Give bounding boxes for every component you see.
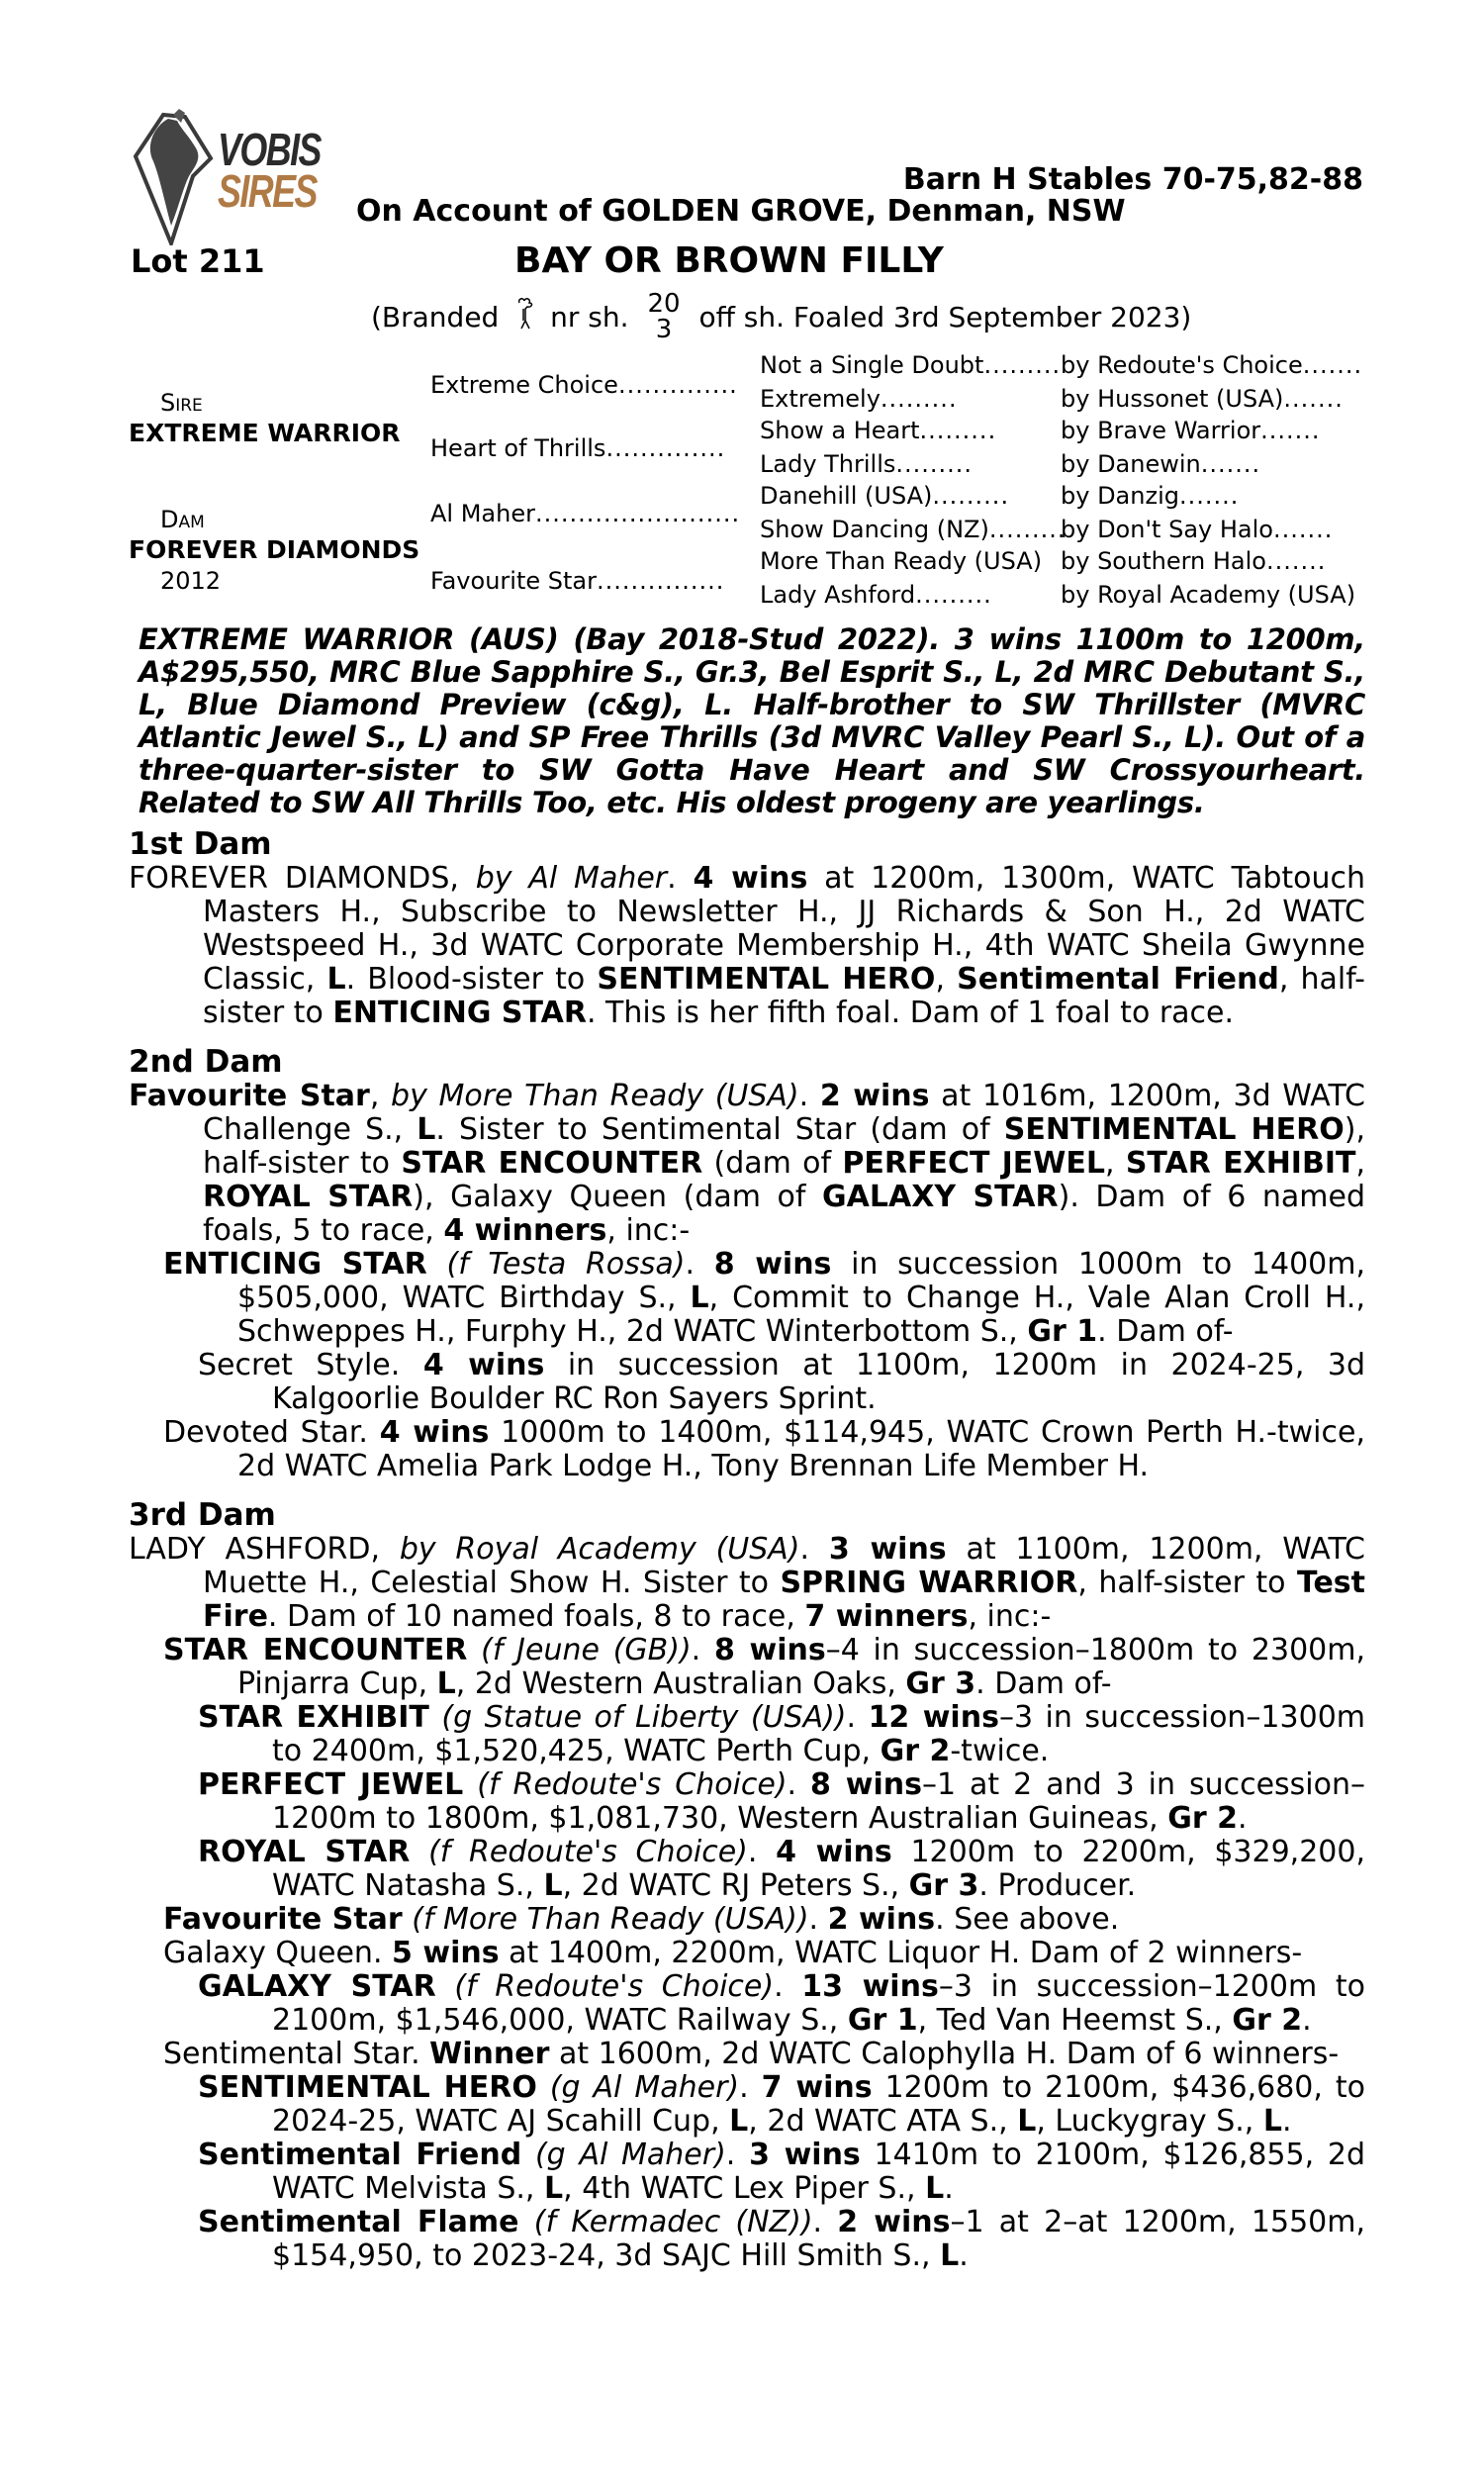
- text: –3 in succession–1300m to 2400m, $1,520,425, WATC Perth Cup,: [272, 1700, 1366, 1768]
- great-grandparent-name: Not a Single Doubt: [760, 351, 984, 379]
- text: Secret Style.: [198, 1348, 423, 1382]
- text: , Ted Van Heemst S.,: [917, 2003, 1233, 2038]
- bold-text: ROYAL STAR: [198, 1835, 411, 1869]
- great-grandparent-sire: by Danewin.......: [1061, 450, 1261, 478]
- bold-text: GALAXY STAR: [822, 1180, 1059, 1214]
- text: –3 in succession–1200m to 2100m, $1,546,000, WATC Railway S.,: [272, 1969, 1365, 2038]
- third-dam-body: [129, 1533, 1365, 2273]
- granddam-sire-side: Heart of Thrills..............: [430, 434, 726, 462]
- branded-suffix: off sh. Foaled 3rd September 2023): [698, 301, 1192, 333]
- italic-text: (f Kermadec (NZ)): [533, 2205, 813, 2239]
- bold-text: 7 winners: [804, 1599, 969, 1634]
- bold-text: 5 wins: [392, 1936, 500, 1970]
- text: Galaxy Queen.: [163, 1936, 393, 1970]
- text: .: [667, 861, 694, 896]
- bold-text: SENTIMENTAL HERO: [198, 2070, 537, 2105]
- text: , 2d Western Australian Oaks,: [455, 1666, 906, 1701]
- produce-record: [129, 2139, 1365, 2206]
- great-grandparent: Lady Ashford.........: [760, 581, 992, 609]
- bold-text: L: [925, 2171, 945, 2206]
- bold-text: Gr 1: [847, 2003, 918, 2038]
- text: 1000m to 1400m, $114,945, WATC Crown Perth H.-twice, 2d WATC Amelia Park Lodge H., Tony Brennan Life Member H.: [237, 1415, 1366, 1483]
- great-grandparent: Lady Thrills.........: [760, 450, 974, 478]
- text: . Dam of 10 named foals, 8 to race,: [267, 1599, 805, 1634]
- great-grandparent-name: Lady Ashford: [760, 581, 916, 609]
- italic-text: (g Statue of Liberty (USA)): [441, 1700, 847, 1735]
- text: .: [691, 1633, 714, 1667]
- bold-text: PERFECT JEWEL: [842, 1146, 1105, 1181]
- bold-text: 2 wins: [837, 2205, 951, 2239]
- bold-text: L: [417, 1112, 436, 1147]
- text: .: [944, 2171, 954, 2206]
- text: .: [1302, 2003, 1312, 2038]
- produce-record: [129, 1836, 1365, 1903]
- produce-record: [129, 1768, 1365, 1836]
- italic-text: by Al Maher: [475, 861, 668, 896]
- bold-text: SPRING WARRIOR: [780, 1566, 1078, 1600]
- italic-text: (f Testa Rossa): [446, 1247, 686, 1282]
- text: 1410m to 2100m, $126,855, 2d WATC Melvista S.,: [272, 2138, 1365, 2206]
- great-grandparent: Danehill (USA).........: [760, 482, 1010, 510]
- dam-year: 2012: [160, 567, 222, 595]
- bold-text: STAR EXHIBIT: [1125, 1146, 1356, 1181]
- bold-text: 3 wins: [749, 2138, 861, 2172]
- italic-text: (f Jeune (GB)): [481, 1633, 692, 1667]
- bold-text: L: [690, 1281, 709, 1315]
- bold-text: Winner: [429, 2037, 550, 2071]
- text: –4 in succession–1800m to 2300m, Pinjarra Cup,: [237, 1633, 1365, 1701]
- branded-near-shoulder: nr sh.: [550, 301, 629, 333]
- text: [521, 2138, 535, 2172]
- bold-text: 4 wins: [693, 861, 808, 896]
- text: at 1016m, 1200m, 3d WATC Challenge S.,: [203, 1079, 1366, 1147]
- produce-record: [129, 1701, 1365, 1768]
- italic-text: by Royal Academy (USA): [399, 1532, 800, 1567]
- text: LADY ASHFORD,: [129, 1532, 400, 1567]
- text: ,: [935, 962, 958, 997]
- bold-text: Favourite Star: [163, 1902, 403, 1937]
- great-grandparent-sire: by Brave Warrior.......: [1061, 417, 1321, 444]
- great-grandparent-sire-name: by Southern Halo: [1061, 547, 1266, 575]
- bold-text: GALAXY STAR: [198, 1969, 436, 2004]
- text: [427, 1247, 447, 1282]
- text: in succession at 1100m, 1200m in 2024-25, 3d Kalgoorlie Boulder RC Ron Sayers Sprint.: [272, 1348, 1365, 1416]
- text: –1 at 2 and 3 in succession–1200m to 1800m, $1,081,730, Western Australian Guineas,: [272, 1767, 1365, 1836]
- great-grandparent-name: Danehill (USA): [760, 482, 933, 510]
- great-grandparent-sire: by Southern Halo.......: [1061, 547, 1327, 575]
- text: .: [787, 1767, 811, 1802]
- italic-text: (g Al Maher): [534, 2138, 726, 2172]
- great-grandparent-sire: by Hussonet (USA).......: [1061, 385, 1344, 413]
- text: FOREVER DIAMONDS,: [129, 861, 476, 896]
- granddam-dam-side: Favourite Star...............: [430, 567, 725, 595]
- bold-text: 3 wins: [828, 1532, 947, 1567]
- brand-mark-icon: [511, 297, 537, 331]
- second-dam-section: [129, 1044, 1365, 1483]
- text: at 1100m, 1200m, WATC Muette H., Celestial Show H. Sister to: [203, 1532, 1365, 1600]
- text: .: [774, 1969, 802, 2004]
- text: . Dam of-: [1097, 1314, 1234, 1349]
- italic-text: (f Redoute's Choice): [477, 1767, 788, 1802]
- great-grandparent-name: Show Dancing (NZ): [760, 516, 989, 543]
- text: Devoted Star.: [163, 1415, 380, 1450]
- bold-text: Sentimental Flame: [198, 2205, 519, 2239]
- great-grandparent: Show a Heart.........: [760, 417, 997, 444]
- text: (dam of: [702, 1146, 843, 1181]
- text: .: [808, 1902, 828, 1937]
- italic-text: (g Al Maher): [549, 2070, 740, 2105]
- bold-text: 2 wins: [819, 1079, 930, 1113]
- text: Sentimental Star.: [163, 2037, 430, 2071]
- bold-text: 4 wins: [776, 1835, 892, 1869]
- great-grandparent-sire: by Redoute's Choice.......: [1061, 351, 1363, 379]
- great-grandparent: Extremely.........: [760, 385, 958, 413]
- bold-text: L: [326, 962, 346, 997]
- first-dam-paragraph: [129, 862, 1365, 1030]
- text: . See above.: [935, 1902, 1120, 1937]
- bold-text: Test Fire: [203, 1566, 1366, 1634]
- second-dam-heading: 2nd Dam: [129, 1044, 283, 1080]
- text: at 1400m, 2200m, WATC Liquor H. Dam of 2 winners-: [499, 1936, 1303, 1970]
- text: .: [799, 1532, 829, 1567]
- brand-number-bottom: 3: [655, 315, 673, 344]
- lot-number: Lot 211: [131, 242, 265, 280]
- sire-label: Sire: [160, 389, 203, 417]
- produce-record: [129, 2071, 1365, 2139]
- great-grandparent-sire: by Danzig.......: [1061, 482, 1240, 510]
- bold-text: Gr 3: [905, 1666, 976, 1701]
- branded-prefix: (Branded: [371, 301, 500, 333]
- bold-text: 2 wins: [827, 1902, 936, 1937]
- text: , 2d WATC ATA S.,: [748, 2104, 1018, 2139]
- grandsire: Extreme Choice..............: [430, 371, 738, 399]
- produce-record: [129, 2206, 1365, 2273]
- bold-text: 12 wins: [868, 1700, 999, 1735]
- bold-text: Sentimental Friend: [957, 962, 1279, 997]
- text: at 1200m, 1300m, WATC Tabtouch Masters H., Subscribe to Newsletter H., JJ Richards & Son H., 2d WATC Westspeed H., 3d WATC Corporate Membership H., 4th WATC Sheila Gwynne Classic,: [203, 861, 1366, 997]
- bold-text: Gr 1: [1027, 1314, 1098, 1349]
- bold-text: 7 wins: [761, 2070, 873, 2105]
- bold-text: 4 wins: [379, 1415, 490, 1450]
- text: [519, 2205, 534, 2239]
- text: , 4th WATC Lex Piper S.,: [563, 2171, 926, 2206]
- great-grandparent-name: Show a Heart: [760, 417, 920, 444]
- brand-number: [647, 291, 680, 342]
- text: .: [798, 1079, 820, 1113]
- great-grandparent-sire-name: by Danzig: [1061, 482, 1179, 510]
- text: . Blood-sister to: [345, 962, 598, 997]
- great-grandparent: [760, 547, 1042, 575]
- bold-text: ROYAL STAR: [203, 1180, 414, 1214]
- text: ). Dam of 6 named foals, 5 to race,: [203, 1180, 1365, 1248]
- text: , Commit to Change H., Vale Alan Croll H., Schweppes H., Furphy H., 2d WATC Winterbottom S.,: [237, 1281, 1365, 1349]
- great-grandparent-sire: by Don't Say Halo.......: [1061, 516, 1334, 543]
- italic-text: by More Than Ready (USA): [391, 1079, 799, 1113]
- text: 1200m to 2100m, $436,680, to 2024-25, WATC AJ Scahill Cup,: [272, 2070, 1366, 2139]
- third-dam-section: [129, 1497, 1365, 2273]
- great-grandparent-sire: [1061, 581, 1355, 609]
- text: , 2d WATC RJ Peters S.,: [562, 1868, 909, 1903]
- brand-and-foaling-info: [371, 289, 1192, 344]
- great-grandparent-name: Extremely: [760, 385, 881, 413]
- bold-text: 4 winners: [443, 1213, 607, 1248]
- great-grandparent: Not a Single Doubt.........: [760, 351, 1062, 379]
- pedigree-table: [129, 351, 1365, 618]
- jockey-horse-logo-icon: [124, 107, 218, 245]
- text: . Sister to Sentimental Star (dam of: [435, 1112, 1004, 1147]
- produce-record: [129, 1080, 1365, 1248]
- bold-text: STAR ENCOUNTER: [163, 1633, 468, 1667]
- bold-text: 8 wins: [713, 1633, 826, 1667]
- text: . Producer.: [978, 1868, 1137, 1903]
- bold-text: PERFECT JEWEL: [198, 1767, 464, 1802]
- bold-text: L: [940, 2238, 960, 2273]
- text: -twice.: [950, 1734, 1050, 1768]
- bold-text: Gr 2: [880, 1734, 951, 1768]
- produce-record: [129, 2038, 1365, 2071]
- produce-record: [129, 1937, 1365, 1970]
- produce-record: [129, 1970, 1365, 2038]
- vobis-sires-logo: [124, 107, 322, 245]
- text: [436, 1969, 455, 2004]
- italic-text: (f Redoute's Choice): [454, 1969, 775, 2004]
- bold-text: STAR EXHIBIT: [198, 1700, 429, 1735]
- text: –1 at 2–at 1200m, 1550m, $154,950, to 2023-24, 3d SAJC Hill Smith S.,: [272, 2205, 1365, 2273]
- text: . Dam of-: [975, 1666, 1112, 1701]
- first-dam-heading: 1st Dam: [129, 826, 272, 862]
- italic-text: (f More Than Ready (USA)): [412, 1902, 809, 1937]
- first-dam-section: [129, 826, 1365, 1030]
- text: ), half-sister to: [203, 1112, 1365, 1181]
- text: , half-sister to: [203, 962, 1366, 1030]
- text: ,: [369, 1079, 392, 1113]
- brand-number-top: 20: [647, 289, 681, 319]
- text: .: [725, 2138, 750, 2172]
- text: . This is her fifth foal. Dam of 1 foal to race.: [586, 996, 1235, 1030]
- great-grandparent-sire-name: by Danewin: [1061, 450, 1201, 478]
- text: ), Galaxy Queen (dam of: [413, 1180, 823, 1214]
- produce-record: [129, 1349, 1365, 1416]
- text: .: [812, 2205, 838, 2239]
- second-dam-body: [129, 1080, 1365, 1483]
- text: , inc:-: [606, 1213, 691, 1248]
- bold-text: 8 wins: [713, 1247, 832, 1282]
- great-grandparent: Show Dancing (NZ).........: [760, 516, 1067, 543]
- bold-text: Sentimental Friend: [198, 2138, 522, 2172]
- bold-text: 13 wins: [801, 1969, 939, 2004]
- bold-text: SENTIMENTAL HERO: [1003, 1112, 1345, 1147]
- text: .: [846, 1700, 869, 1735]
- bold-text: Gr 2: [1167, 1801, 1238, 1836]
- text: .: [747, 1835, 777, 1869]
- produce-record: [129, 1634, 1365, 1701]
- bold-text: 8 wins: [810, 1767, 922, 1802]
- horse-title: BAY OR BROWN FILLY: [514, 240, 944, 281]
- text: [467, 1633, 481, 1667]
- dam-name: FOREVER DIAMONDS: [129, 535, 420, 564]
- dam-sire: Al Maher........................: [430, 500, 741, 527]
- produce-record: [129, 1248, 1365, 1349]
- bold-text: L: [543, 1868, 563, 1903]
- text: .: [739, 2070, 762, 2105]
- sire-description: EXTREME WARRIOR (AUS) (Bay 2018-Stud 2022). 3 wins 1100m to 1200m, A$295,550, MRC Blue Sapphire S., Gr.3, Bel Esprit S., L, 2d MRC Debutant S., L, Blue Diamond Preview (c&g), L. Half-brother to SW Thrillster (MVRC Atlantic Jewel S., L) and SP Free Thrills (3d MVRC Valley Pearl S., L). Out of a three-quarter-sister to SW Gotta Have Heart and SW Crossyourheart. Related to SW All Thrills Too, etc. His oldest progeny are yearlings.: [139, 622, 1365, 819]
- italic-text: (f Redoute's Choice): [428, 1835, 748, 1869]
- third-dam-heading: 3rd Dam: [129, 1497, 276, 1533]
- text: .: [1281, 2104, 1292, 2139]
- text: , inc:-: [968, 1599, 1052, 1634]
- bold-text: 4 wins: [422, 1348, 545, 1382]
- great-grandparent-sire-name: by Don't Say Halo: [1061, 516, 1273, 543]
- text: ,: [1104, 1146, 1126, 1181]
- great-grandparent-sire-name: by Brave Warrior: [1061, 417, 1261, 444]
- dam-label: Dam: [160, 506, 205, 533]
- text: 1200m to 2200m, $329,200, WATC Natasha S.,: [272, 1835, 1366, 1903]
- sire-name: EXTREME WARRIOR: [129, 419, 401, 447]
- text: , half-sister to: [1077, 1566, 1297, 1600]
- bold-text: Gr 3: [908, 1868, 979, 1903]
- text: [429, 1700, 442, 1735]
- logo-text-sires: SIRES: [218, 165, 317, 217]
- bold-text: L: [544, 2171, 564, 2206]
- text: .: [959, 2238, 969, 2273]
- bold-text: ENTICING STAR: [332, 996, 587, 1030]
- great-grandparent-name: Lady Thrills: [760, 450, 896, 478]
- bold-text: L: [436, 1666, 456, 1701]
- bold-text: L: [1262, 2104, 1282, 2139]
- bold-text: STAR ENCOUNTER: [401, 1146, 703, 1181]
- text: .: [1237, 1801, 1248, 1836]
- text: ,: [1355, 1146, 1365, 1181]
- great-grandparent-name: More Than Ready (USA): [760, 547, 1043, 575]
- bold-text: L: [1017, 2104, 1037, 2139]
- great-grandparent-sire-name: by Hussonet (USA): [1061, 385, 1284, 413]
- bold-text: Gr 2: [1232, 2003, 1303, 2038]
- text: [403, 1902, 413, 1937]
- text: in succession 1000m to 1400m, $505,000, WATC Birthday S.,: [237, 1247, 1366, 1315]
- text: .: [685, 1247, 714, 1282]
- text: [463, 1767, 477, 1802]
- great-grandparent-sire-name: by Royal Academy (USA): [1061, 581, 1356, 609]
- bold-text: L: [729, 2104, 749, 2139]
- bold-text: SENTIMENTAL HERO: [597, 962, 936, 997]
- bold-text: Favourite Star: [129, 1079, 370, 1113]
- text: [537, 2070, 550, 2105]
- great-grandparent-sire-name: by Redoute's Choice: [1061, 351, 1303, 379]
- produce-record: [129, 1533, 1365, 1634]
- text: at 1600m, 2d WATC Calophylla H. Dam of 6 winners-: [549, 2037, 1340, 2071]
- produce-record: [129, 1416, 1365, 1483]
- barn-stables: Barn H Stables 70-75,82-88: [902, 162, 1363, 197]
- vendor-account: On Account of GOLDEN GROVE, Denman, NSW: [356, 194, 1126, 229]
- text: , Luckygray S.,: [1036, 2104, 1263, 2139]
- logo-text-vobis: VOBIS: [218, 124, 321, 175]
- text: [410, 1835, 428, 1869]
- bold-text: ENTICING STAR: [163, 1247, 427, 1282]
- produce-record: [129, 1903, 1365, 1937]
